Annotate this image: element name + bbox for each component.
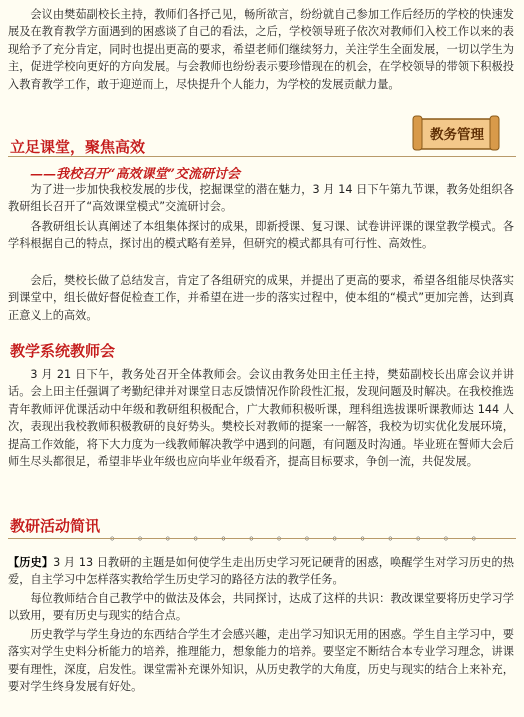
section1-paragraph-2: 各教研组长认真阐述了本组集体探讨的成果，即新授课、复习课、试卷讲评课的课堂教学模式。各学科根据自己的特点，探讨出的模式略有差异，但研究的模式都具有可行性、高效性。 — [8, 220, 514, 251]
section-title-efficient-classroom: 立足课堂，聚焦高效 — [10, 138, 146, 156]
section1-paragraph-3: 会后，樊校长做了总结发言，肯定了各组研究的成果，并提出了更高的要求，希望各组能尽快落实到课堂中，组长做好督促检查工作，并希望在进一步的落实过程中，使本组的“模式”更加完善，达到真正意义上的高效。 — [8, 274, 514, 322]
section3-paragraph-2: 每位教师结合自己教学中的做法及体会，共同探讨，达成了这样的共识：教改课堂要将历史学习学以致用，要有历史与现实的结合点。 — [8, 592, 514, 623]
stamp-label: 教务管理 — [430, 127, 484, 143]
section-divider — [8, 538, 516, 539]
section-title-teacher-meeting: 教学系统教师会 — [10, 342, 116, 360]
section-title-research-news: 教研活动简讯 — [10, 517, 101, 535]
dotted-divider: 。 。 。 。 。 。 。 。 。 。 。 。 。 。 — [110, 528, 490, 542]
history-tag: 【历史】 — [8, 556, 54, 569]
section-divider — [8, 156, 516, 157]
section-subtitle: ——我校召开“高效课堂”交流研讨会 — [30, 167, 240, 182]
section1-paragraph-1: 为了进一步加快我校发展的步伐，挖掘课堂的潜在魅力，3 月 14 日下午第九节课，教务处组织各教研组长召开了“高效课堂模式”交流研讨会。 — [8, 183, 514, 214]
section3-paragraph-3: 历史教学与学生身边的东西结合学生才会感兴趣，走出学习知识无用的困惑。学生自主学习中，要落实对学生史料分析能力的培养，推理能力，想象能力的培养。要坚定不断结合本专业学习理念，讲课要有理性，深度，启发性。课堂需补充课外知识，从历史教学的大角度，历史与现实的结合上来补充，要对学生终身发展有好处。 — [8, 628, 514, 694]
section3-paragraph-1 — [8, 554, 514, 589]
intro-paragraph: 会议由樊茹副校长主持，教师们各抒己见，畅所欲言，纷纷就自己参加工作后经历的学校的快速发展及在教育教学方面遇到的困惑谈了自己的看法，之后，学校领导班子依次对教师们入校工作以来的表现给予了充分肯定，同时也提出更高的要求，希望老师们继续努力，关注学生全面发展，一切以学生为主，促进学校向更好的方向发展。与会教师也纷纷表示要珍惜现在的机会，在学校领导的带领下积极投入教育教学工作，敢于迎逆而上，尽快提升个人能力，为学校的发展贡献力量。 — [8, 8, 514, 91]
history-paragraph-text: 3 月 13 日教研的主题是如何使学生走出历史学习死记硬背的困惑，唤醒学生对学习历史的热爱，自主学习中怎样落实教给学生历史学习的路径方法的教学任务。 — [8, 556, 514, 587]
section2-paragraph-1: 3 月 21 日下午，教务处召开全体教师会。会议由教务处田主任主持，樊茹副校长出席会议并讲话。会上田主任强调了考勤纪律并对课堂日志反馈情况作阶段性汇报，发现问题及时解决。在我校推选青年教师评优课活动中年级和教研组积极配合，广大教师积极听课，理科组选拔课听课教师达 144 人次，表现出我校教师积极教研的良好势头。樊校长对教师的提案一一解答，我校为切实优化发展环境，提高工作效能，将下大力度为一线教师解决教学中遇到的问题，有问题及时沟通。毕业班在誓师大会后师生尽头都很足，希望非毕业年级也应向毕业年级看齐，提高目标要求，争创一流，共促发展。 — [8, 368, 514, 469]
